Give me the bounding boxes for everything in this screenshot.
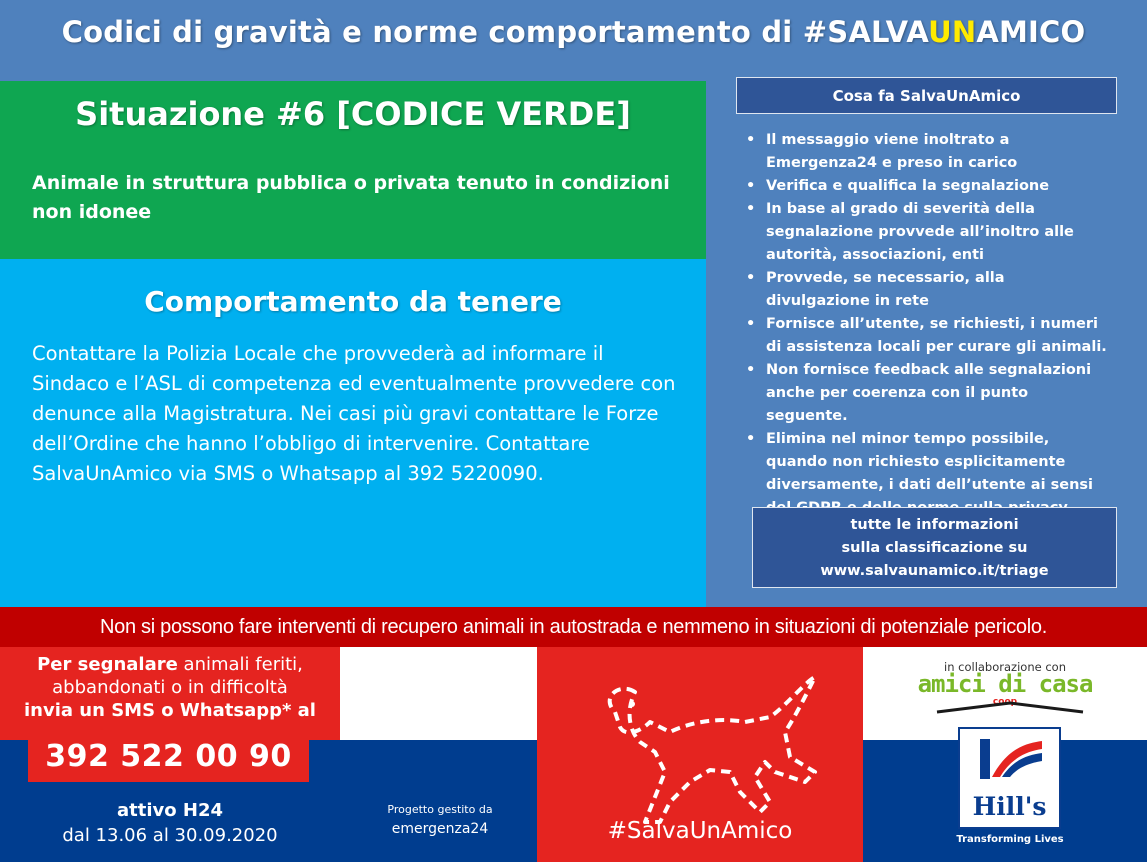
sidebar-title: Cosa fa SalvaUnAmico [736, 77, 1117, 114]
list-item: • Il messaggio viene inoltrato a Emergenza24 e preso in carico [742, 129, 1112, 175]
list-item: • Non fornisce feedback alle segnalazioni anche per coerenza con il punto seguente. [742, 359, 1112, 428]
active-label: attivo H24 [116, 800, 223, 821]
hills-tagline: Transforming Lives [956, 834, 1064, 845]
warning-bar [0, 607, 1147, 647]
warning-text: Non si possono fare interventi di recupero animali in autostrada e nemmeno in situazioni di potenziale pericolo. [100, 615, 1047, 638]
situation-description: Animale in struttura pubblica o privata tenuto in condizioni non idonee [32, 172, 670, 223]
page-title: Codici di gravità e norme comportamento di #SALVAUNAMICO [61, 15, 1086, 49]
hashtag-label: #SalvaUnAmico [607, 818, 793, 844]
dog-icon [580, 652, 830, 827]
phone-number[interactable]: 392 522 00 90 [45, 738, 292, 774]
header-bar [0, 0, 1147, 64]
phone-box [28, 730, 309, 782]
amici-di-casa-logo: amici di casa [917, 670, 1093, 698]
active-dates: dal 13.06 al 30.09.2020 [62, 825, 278, 846]
behavior-panel [0, 259, 706, 607]
collab-label: in collaborazione con [944, 660, 1066, 674]
hills-mark-icon [978, 737, 1044, 781]
situation-title: Situazione #6 [CODICE VERDE] [75, 95, 631, 133]
list-item: • In base al grado di severità della segnalazione provvede all’inoltro alle autorità, associazioni, enti [742, 198, 1112, 267]
list-item: • Fornisce all’utente, se richiesti, i numeri di assistenza locali per curare gli animali. [742, 313, 1112, 359]
list-item: • Elimina nel minor tempo possibile, quando non richiesto esplicitamente diversamente, i dati dell’utente ai sensi [742, 428, 1112, 520]
behavior-text: Contattare la Polizia Locale che provvederà ad informare il Sindaco e l’ASL di competenza ed eventualmente provvedere con denunce alla Magistratura. Nei casi più gravi contattare le Forze dell’Ordine che hanno l’obbligo di intervenire. Contattare SalvaUnAmico via SMS o Whatsapp al 392 5220090. [32, 342, 676, 485]
coop-label: coop [992, 697, 1018, 707]
list-item: • Verifica e qualifica la segnalazione [742, 175, 1112, 198]
list-item: • Provvede, se necessario, alla divulgazione in rete [742, 267, 1112, 313]
info-line: sulla classificazione su [841, 540, 1028, 556]
info-box [752, 507, 1117, 588]
info-line: tutte le informazioni [850, 517, 1019, 533]
report-instructions: Per segnalare animali feriti, abbandonati o in difficoltà invia un SMS o Whatsapp* al [24, 654, 316, 721]
sidebar-list [742, 129, 1112, 520]
triage-link[interactable]: www.salvaunamico.it/triage [820, 563, 1049, 579]
roof-icon [935, 700, 1085, 714]
behavior-title: Comportamento da tenere [144, 285, 562, 318]
project-label: Progetto gestito da [387, 803, 493, 816]
situation-panel [0, 81, 706, 259]
project-name: emergenza24 [391, 821, 489, 837]
hills-word: Hill's [972, 792, 1047, 821]
